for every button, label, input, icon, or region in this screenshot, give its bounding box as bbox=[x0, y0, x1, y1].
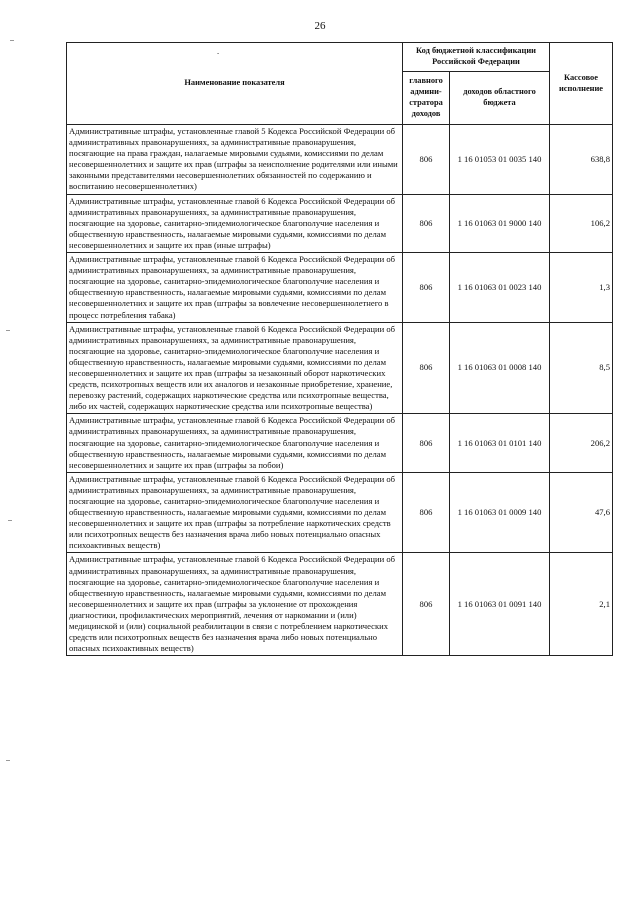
income-code: 1 16 01063 01 0009 140 bbox=[450, 472, 550, 553]
header-row bbox=[67, 43, 613, 72]
admin-code: 806 bbox=[403, 414, 450, 472]
income-code: 1 16 01063 01 0008 140 bbox=[450, 322, 550, 414]
indicator-name: Административные штрафы, установленные главой 6 Кодекса Российской Федерации об административных правонарушениях, за административные правонарушения, посягающие на здоровье, санитарно-эпидемиологическое благополучие населения и общественную нравственность, налагаемые мировыми судьями, комиссиями по делам несовершеннолетних и защите их прав (иные штрафы) bbox=[67, 194, 403, 252]
execution-amount: 1,3 bbox=[550, 253, 613, 323]
table-row bbox=[67, 472, 613, 553]
income-code: 1 16 01063 01 0091 140 bbox=[450, 553, 550, 656]
indicator-name: Административные штрафы, установленные главой 6 Кодекса Российской Федерации об административных правонарушениях, за административные правонарушения, посягающие на здоровье, санитарно-эпидемиологическое благополучие населения и общественную нравственность, налагаемые мировыми судьями, комиссиями по делам несовершеннолетних и защите их прав (штрафы за незаконный оборот наркотических средств, психотропных веществ или их аналогов и незаконные приобретение, хранение, перевозку растений, содержащих наркотические средства или психотропные вещества, либо их частей, содержащих наркотические средства или психотропные вещества) bbox=[67, 322, 403, 414]
indicator-name: Административные штрафы, установленные главой 5 Кодекса Российской Федерации об административных правонарушениях, за административные правонарушения, посягающие на права граждан, налагаемые мировыми судьями, комиссиями по делам несовершеннолетних и защите их прав (штрафы за неисполнение родителями или иными законными представителями несовершеннолетних обязанностей по содержанию и воспитанию несовершеннолетних) bbox=[67, 125, 403, 195]
header-execution: Кассовое исполнение bbox=[550, 43, 613, 125]
scan-mark bbox=[6, 330, 10, 331]
indicator-name: Административные штрафы, установленные главой 6 Кодекса Российской Федерации об административных правонарушениях, за административные правонарушения, посягающие на здоровье, санитарно-эпидемиологическое благополучие населения и общественную нравственность, налагаемые мировыми судьями, комиссиями по делам несовершеннолетних и защите их прав (штрафы за вовлечение несовершеннолетнего в процесс потребления табака) bbox=[67, 253, 403, 323]
indicator-name: Административные штрафы, установленные главой 6 Кодекса Российской Федерации об административных правонарушениях, за административные правонарушения, посягающие на здоровье, санитарно-эпидемиологическое благополучие населения и общественную нравственность, налагаемые мировыми судьями, комиссиями по делам несовершеннолетних и защите их прав (штрафы за потребление наркотических средств или психотропных веществ без назначения врача либо новых потенциально опасных психоактивных веществ) bbox=[67, 472, 403, 553]
execution-amount: 8,5 bbox=[550, 322, 613, 414]
table-row bbox=[67, 553, 613, 656]
execution-amount: 206,2 bbox=[550, 414, 613, 472]
scan-mark bbox=[6, 760, 10, 761]
admin-code: 806 bbox=[403, 553, 450, 656]
execution-amount: 2,1 bbox=[550, 553, 613, 656]
header-admin: главного админи-стратора доходов bbox=[403, 72, 450, 125]
scan-mark bbox=[10, 40, 14, 41]
header-code-group: Код бюджетной классификации Российской Федерации bbox=[403, 43, 550, 72]
table-row bbox=[67, 253, 613, 323]
admin-code: 806 bbox=[403, 125, 450, 195]
execution-amount: 47,6 bbox=[550, 472, 613, 553]
income-code: 1 16 01063 01 9000 140 bbox=[450, 194, 550, 252]
income-code: 1 16 01063 01 0101 140 bbox=[450, 414, 550, 472]
table-row bbox=[67, 125, 613, 195]
execution-amount: 106,2 bbox=[550, 194, 613, 252]
budget-table bbox=[66, 42, 613, 656]
admin-code: 806 bbox=[403, 322, 450, 414]
admin-code: 806 bbox=[403, 194, 450, 252]
table-row bbox=[67, 414, 613, 472]
indicator-name: Административные штрафы, установленные главой 6 Кодекса Российской Федерации об административных правонарушениях, за административные правонарушения, посягающие на здоровье, санитарно-эпидемиологическое благополучие населения и общественную нравственность, налагаемые мировыми судьями, комиссиями по делам несовершеннолетних и защите их прав (штрафы за уклонение от прохождения диагностики, профилактических мероприятий, лечения от наркомании и (или) медицинской и (или) социальной реабилитации в связи с потреблением наркотических средств или психотропных веществ без назначения врача либо новых потенциально опасных психоактивных веществ) bbox=[67, 553, 403, 656]
table-row bbox=[67, 194, 613, 252]
header-top-mark: . bbox=[217, 47, 220, 56]
execution-amount: 638,8 bbox=[550, 125, 613, 195]
income-code: 1 16 01053 01 0035 140 bbox=[450, 125, 550, 195]
admin-code: 806 bbox=[403, 253, 450, 323]
scan-mark bbox=[8, 520, 12, 521]
header-name: . Наименование показателя bbox=[67, 43, 403, 125]
indicator-name: Административные штрафы, установленные главой 6 Кодекса Российской Федерации об административных правонарушениях, за административные правонарушения, посягающие на здоровье, санитарно-эпидемиологическое благополучие населения и общественную нравственность, налагаемые мировыми судьями, комиссиями по делам несовершеннолетних и защите их прав (штрафы за побои) bbox=[67, 414, 403, 472]
table-row bbox=[67, 322, 613, 414]
income-code: 1 16 01063 01 0023 140 bbox=[450, 253, 550, 323]
page-number: 26 bbox=[314, 20, 326, 32]
header-income: доходов областного бюджета bbox=[450, 72, 550, 125]
admin-code: 806 bbox=[403, 472, 450, 553]
